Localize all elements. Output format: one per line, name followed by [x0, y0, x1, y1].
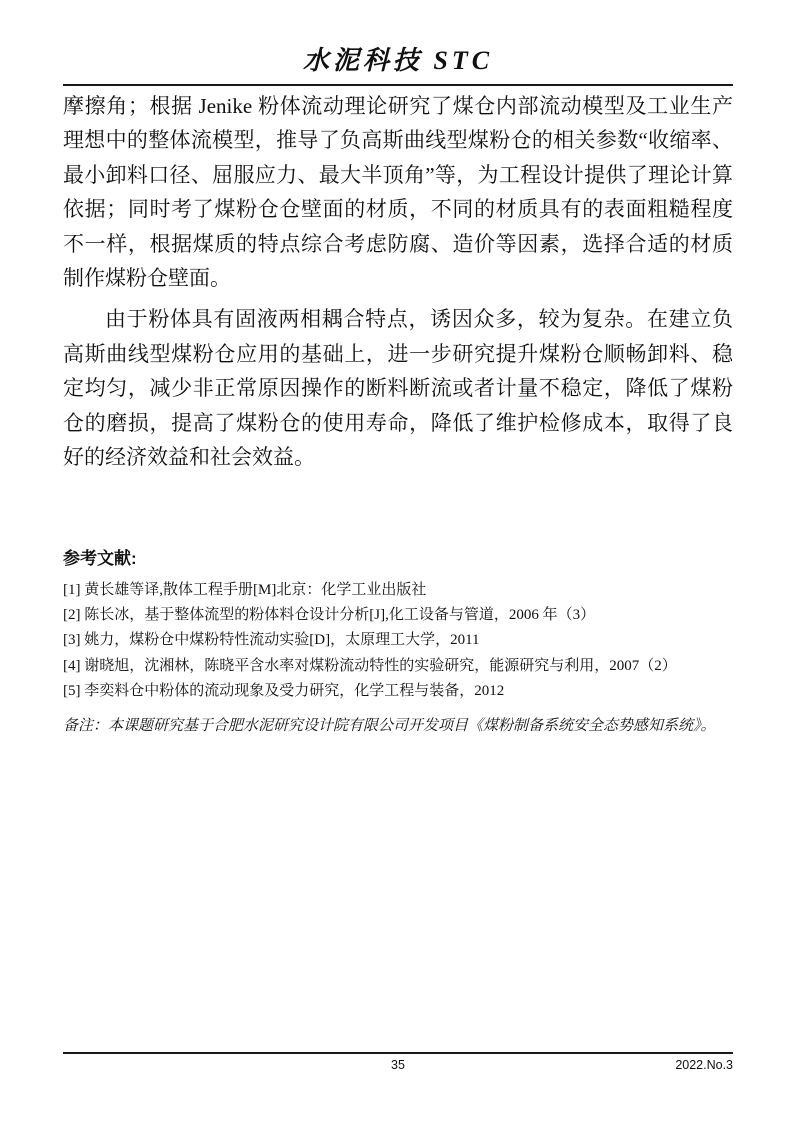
- journal-title: 水泥科技 STC: [302, 46, 494, 75]
- body-paragraph-2: 由于粉体具有固液两相耦合特点，诱因众多，较为复杂。在建立负高斯曲线型煤粉仓应用的基础上，进一步研究提升煤粉仓顺畅卸料、稳定均匀，减少非正常原因操作的断料断流或者计量不稳定，降低了煤粉仓的磨损，提高了煤粉仓的使用寿命，降低了维护检修成本，取得了良好的经济效益和社会效益。: [63, 307, 733, 470]
- page-number: 35: [391, 1058, 405, 1072]
- reference-item-2: [2] 陈长冰，基于整体流型的粉体料仓设计分析[J],化工设备与管道，2006 年（3）: [63, 607, 596, 624]
- article-body: [63, 89, 733, 474]
- header-rule: [63, 84, 733, 86]
- reference-item-5: [5] 李奕料仓中粉体的流动现象及受力研究，化学工程与装备，2012: [63, 682, 505, 699]
- body-paragraph-1: 摩擦角；根据 Jenike 粉体流动理论研究了煤仓内部流动模型及工业生产理想中的整体流模型，推导了负高斯曲线型煤粉仓的相关参数“收缩率、最小卸料口径、屈服应力、最大半顶角”等，为工程设计提供了理论计算依据；同时考了煤粉仓仓壁面的材质，不同的材质具有的表面粗糙程度不一样，根据煤质的特点综合考虑防腐、造价等因素，选择合适的材质制作煤粉仓壁面。: [63, 94, 733, 291]
- references-heading: 参考文献:: [63, 549, 137, 568]
- references-section: [63, 544, 733, 704]
- issue-label: 2022.No.3: [675, 1058, 733, 1072]
- reference-item-1: [1] 黄长雄等译,散体工程手册[M]北京：化学工业出版社: [63, 582, 427, 598]
- reference-item-4: [4] 谢晓旭，沈湘林，陈晓平含水率对煤粉流动特性的实验研究，能源研究与利用，2007（2）: [63, 657, 677, 674]
- footer-rule: [63, 1052, 733, 1054]
- reference-item-3: [3] 姚力，煤粉仓中煤粉特性流动实验[D]，太原理工大学，2011: [63, 632, 480, 649]
- note-line: 备注：本课题研究基于合肥水泥研究设计院有限公司开发项目《煤粉制备系统安全态势感知系统》。: [63, 718, 716, 734]
